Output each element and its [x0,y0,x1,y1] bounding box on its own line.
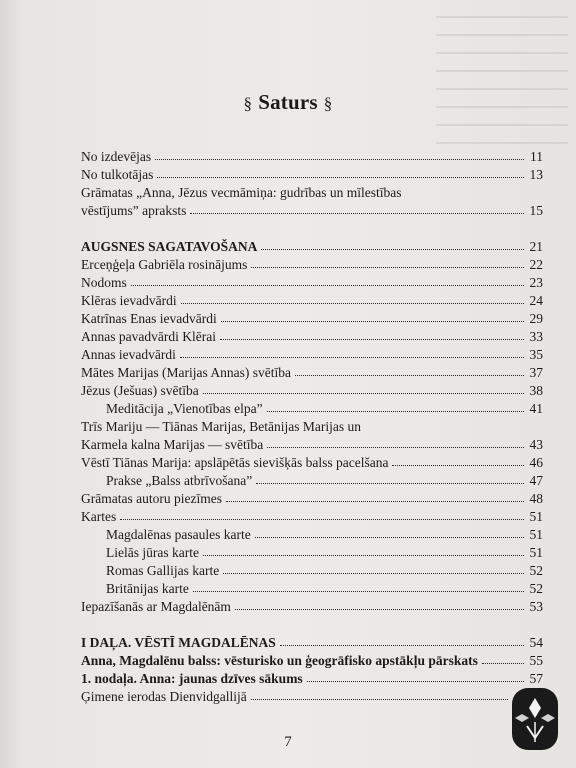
toc-subentry: Britānijas karte 52 [106,581,543,596]
toc-section-heading: I DAĻA. VĒSTĪ MAGDALĒNAS 54 [81,635,543,650]
toc-entry: Iepazīšanās ar Magdalēnām 53 [81,599,543,614]
toc-entry: Katrīnas Enas ievadvārdi 29 [81,311,543,326]
toc-entry: Ģimene ierodas Dienvidgallijā [81,688,511,706]
flourish-left-icon: § [243,94,253,113]
toc-section-heading: 1. nodaļa. Anna: jaunas dzīves sākums 57 [81,671,543,686]
toc-entry: Grāmatas „Anna, Jēzus vecmāmiņa: gudrības un mīlestības [81,185,402,200]
toc-entry: Annas pavadvārdi Klērai 33 [81,329,543,344]
page-title: § Saturs § [243,90,333,114]
toc-subentry: Romas Gallijas karte 52 [106,563,543,578]
watermark-logo-icon [512,688,558,750]
toc-entry: Grāmatas autoru piezīmes 48 [81,491,543,506]
toc-entry: Karmela kalna Marijas — svētība 43 [81,437,543,452]
toc-subentry: Prakse „Balss atbrīvošana” 47 [106,473,543,488]
toc-entry: Vēstī Tiānas Marija: apslāpētās sievišķās balss pacelšana 46 [81,455,543,470]
toc-subentry: Lielās jūras karte 51 [106,545,543,560]
toc-entry: Mātes Marijas (Marijas Annas) svētība 37 [81,365,543,380]
toc-subentry: Magdalēnas pasaules karte 51 [106,527,543,542]
page-number: 7 [284,734,292,750]
flourish-right-icon: § [323,94,333,113]
toc-section-heading: AUGSNES SAGATAVOŠANA 21 [81,239,543,254]
toc-entry: vēstījums” apraksts 15 [81,203,543,218]
toc-entry: Klēras ievadvārdi 24 [81,293,543,308]
toc-entry: Annas ievadvārdi 35 [81,347,543,362]
toc-entry: Kartes 51 [81,509,543,524]
toc-subentry: Meditācija „Vienotības elpa” 41 [106,401,543,416]
toc-entry: Nodoms 23 [81,275,543,290]
toc-entry: No izdevējas 11 [81,149,543,164]
toc-entry: Erceņģeļa Gabriēla rosinājums 22 [81,257,543,272]
toc-entry: No tulkotājas 13 [81,167,543,182]
toc-section-heading: Anna, Magdalēnu balss: vēsturisko un ģeogrāfisko apstākļu pārskats 55 [81,653,543,668]
toc-entry: Jēzus (Ješuas) svētība 38 [81,383,543,398]
toc-entry: Trīs Mariju — Tiānas Marijas, Betānijas Marijas un [81,419,361,434]
